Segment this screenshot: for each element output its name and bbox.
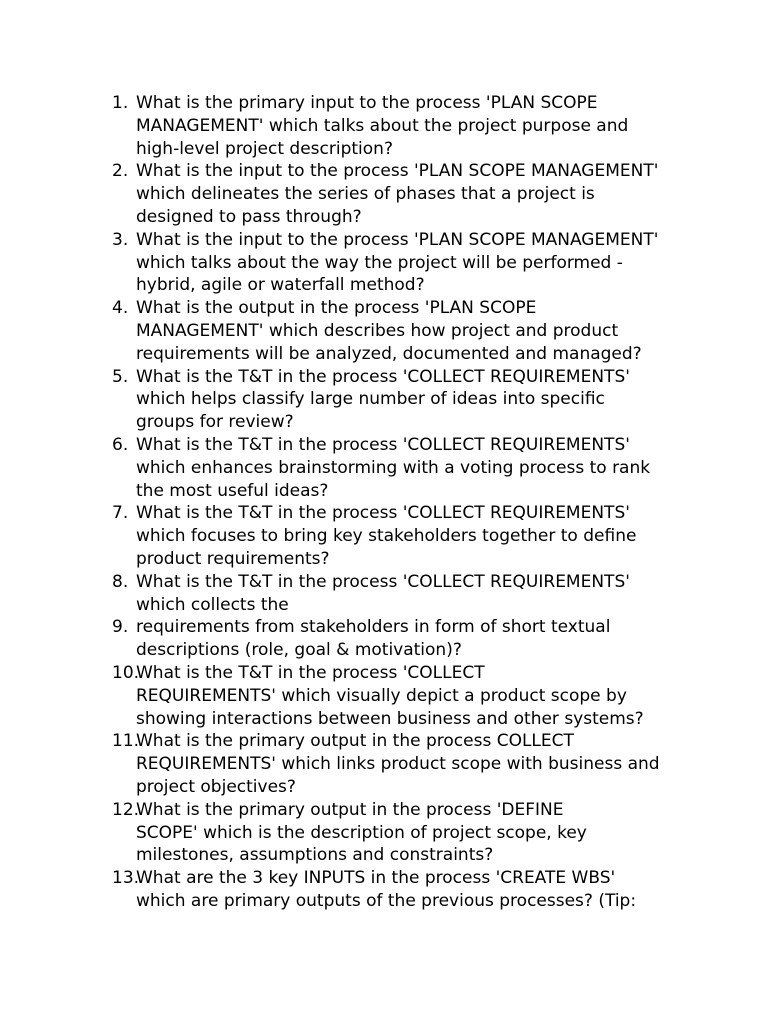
question-item — [0, 160, 768, 228]
question-text: What is the primary output in the process 'DEFINE SCOPE' which is the description of project scope, key milestones, assumptions and constraints? — [136, 799, 587, 866]
question-text: What is the T&T in the process 'COLLECT REQUIREMENTS' which visually depict a product scope by showing interactions between business and other systems? — [136, 662, 644, 729]
question-item — [0, 229, 768, 297]
question-item — [0, 92, 768, 160]
question-text: What is the input to the process 'PLAN SCOPE MANAGEMENT' which talks about the way the project will be performed - hybrid, agile or waterfall method? — [136, 229, 659, 296]
question-number: 6. — [112, 434, 129, 455]
question-number: 13. — [112, 868, 140, 889]
question-number: 9. — [112, 617, 129, 638]
question-item — [0, 616, 768, 662]
question-text: What is the T&T in the process 'COLLECT REQUIREMENTS' which helps classify large number of ideas into specific groups for review? — [136, 366, 630, 433]
question-number: 5. — [112, 366, 129, 387]
question-number: 8. — [112, 571, 129, 592]
question-text: What is the output in the process 'PLAN SCOPE MANAGEMENT' which describes how project and product requirements will be analyzed, documented and managed? — [136, 298, 642, 364]
question-item — [0, 867, 768, 913]
question-number: 1. — [112, 93, 129, 113]
question-item — [0, 502, 768, 570]
question-text: requirements from stakeholders in form of short textual descriptions (role, goal & motivation)? — [136, 617, 611, 661]
question-text: What is the input to the process 'PLAN SCOPE MANAGEMENT' which delineates the series of phases that a project is designed to pass through? — [136, 161, 659, 227]
question-number: 4. — [112, 298, 129, 319]
question-number: 3. — [112, 229, 129, 250]
question-text: What are the 3 key INPUTS in the process 'CREATE WBS' which are primary outputs of the previous processes? (Tip: — [136, 868, 637, 911]
question-number: 7. — [112, 503, 129, 524]
question-text: What is the T&T in the process 'COLLECT REQUIREMENTS' which collects the — [136, 571, 630, 615]
question-number: 12. — [112, 799, 140, 820]
question-number: 2. — [112, 161, 129, 182]
question-item — [0, 662, 768, 730]
question-item — [0, 297, 768, 365]
question-item — [0, 571, 768, 617]
question-number: 10. — [112, 662, 140, 683]
question-text: What is the T&T in the process 'COLLECT REQUIREMENTS' which focuses to bring key stakeholders together to define product requirements? — [136, 503, 637, 569]
question-item — [0, 730, 768, 798]
question-text: What is the primary input to the process 'PLAN SCOPE MANAGEMENT' which talks about the project purpose and high-level project description? — [136, 93, 629, 159]
question-text: What is the T&T in the process 'COLLECT REQUIREMENTS' which enhances brainstorming with a voting process to rank the most useful ideas? — [136, 434, 651, 501]
question-item — [0, 799, 768, 867]
question-list — [0, 92, 768, 913]
question-text: What is the primary output in the process COLLECT REQUIREMENTS' which links product scope with business and project objectives? — [136, 731, 660, 797]
question-item — [0, 366, 768, 434]
question-item — [0, 434, 768, 502]
question-number: 11. — [112, 731, 140, 752]
